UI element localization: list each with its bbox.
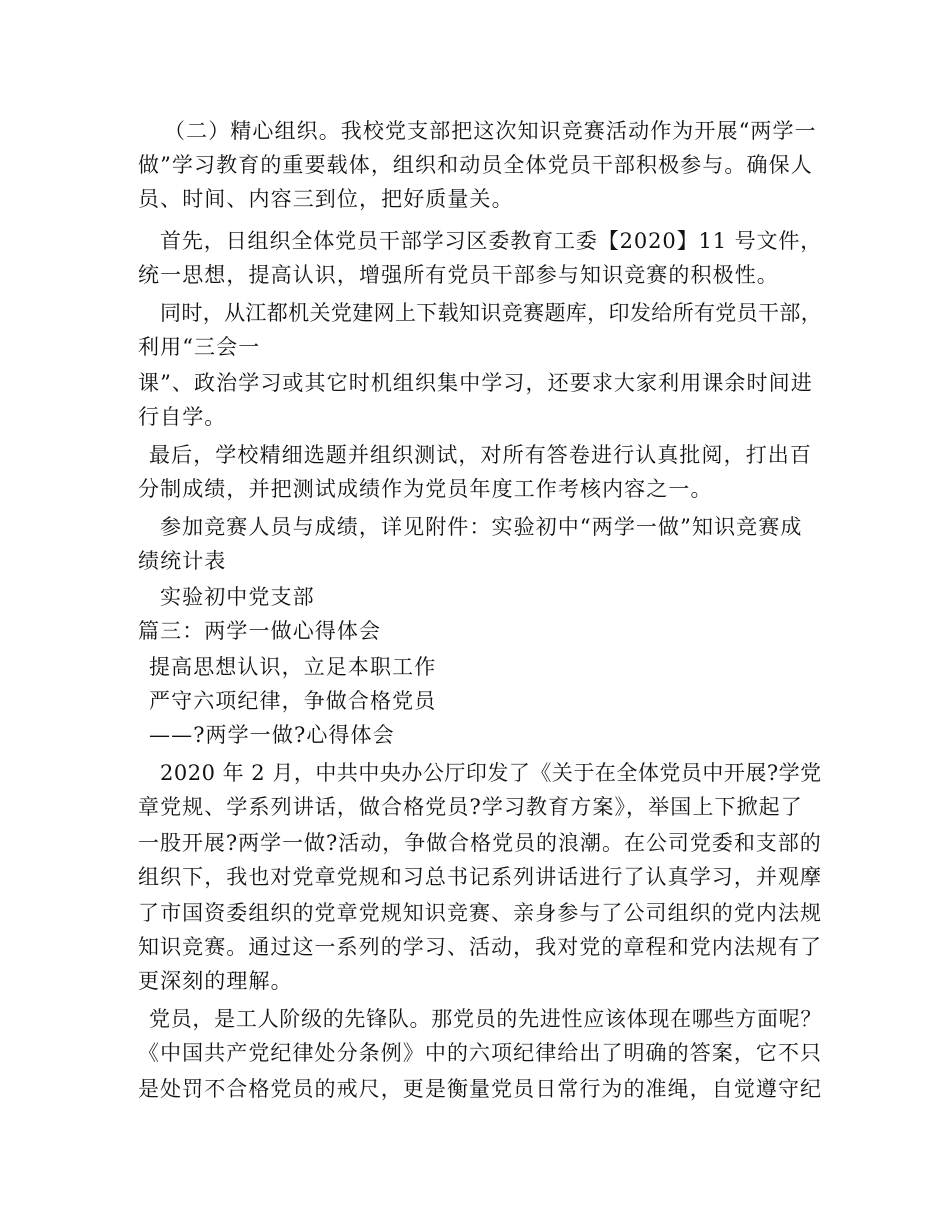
text-line: 做”学习教育的重要载体，组织和动员全体党员干部积极参与。确保人: [138, 153, 813, 177]
text-line: 一股开展?两学一做?活动，争做合格党员的浪潮。在公司党委和支部的: [138, 831, 822, 855]
text-line: 绩统计表: [138, 549, 227, 573]
subheading-line: ——?两学一做?心得体会: [149, 723, 395, 747]
text-line: 同时，从江都机关党建网上下载知识竞赛题库，印发给所有党员干部，: [160, 301, 823, 325]
text-line: 分制成绩，并把测试成绩作为党员年度工作考核内容之一。: [138, 477, 713, 501]
text-line: 统一思想，提高认识，增强所有党员干部参与知识竞赛的积极性。: [138, 263, 779, 287]
signature-line: 实验初中党支部: [160, 585, 315, 609]
text-line: 课”、政治学习或其它时机组织集中学习，还要求大家利用课余时间进: [138, 371, 813, 395]
text-line: 行自学。: [138, 405, 227, 429]
text-line: 《中国共产党纪律处分条例》中的六项纪律给出了明确的答案，它不只: [138, 1041, 823, 1065]
text-line: 最后，学校精细选题并组织测试，对所有答卷进行认真批阅，打出百: [149, 443, 812, 467]
text-line: 利用“三会一: [138, 335, 261, 359]
text-line: 参加竞赛人员与成绩，详见附件：实验初中“两学一做”知识竞赛成: [160, 515, 803, 539]
text-line: 员、时间、内容三到位，把好质量关。: [138, 187, 514, 211]
text-line: 组织下，我也对党章党规和习总书记系列讲话进行了认真学习，并观摩: [138, 865, 823, 889]
subheading-line: 提高思想认识，立足本职工作: [149, 655, 437, 679]
section-heading: 篇三：两学一做心得体会: [138, 619, 382, 643]
text-line: 章党规、学系列讲话，做合格党员?学习教育方案》，举国上下掀起了: [138, 795, 803, 819]
text-line: 了市国资委组织的党章党规知识竞赛、亲身参与了公司组织的党内法规: [138, 901, 823, 925]
text-line: 是处罚不合格党员的戒尺，更是衡量党员日常行为的准绳，自觉遵守纪: [138, 1077, 823, 1101]
text-line: 知识竞赛。通过这一系列的学习、活动，我对党的章程和党内法规有了: [138, 935, 823, 959]
subheading-line: 严守六项纪律，争做合格党员: [149, 689, 437, 713]
text-line: 首先，日组织全体党员干部学习区委教育工委【2020】11 号文件，: [160, 229, 823, 253]
text-line: 党员，是工人阶级的先锋队。那党员的先进性应该体现在哪些方面呢？: [149, 1007, 823, 1031]
text-line: （二）精心组织。我校党支部把这次知识竞赛活动作为开展“两学一: [164, 119, 817, 143]
text-line: 2020 年 2 月，中共中央办公厅印发了《关于在全体党员中开展?学党: [160, 761, 822, 785]
text-line: 更深刻的理解。: [138, 969, 293, 993]
